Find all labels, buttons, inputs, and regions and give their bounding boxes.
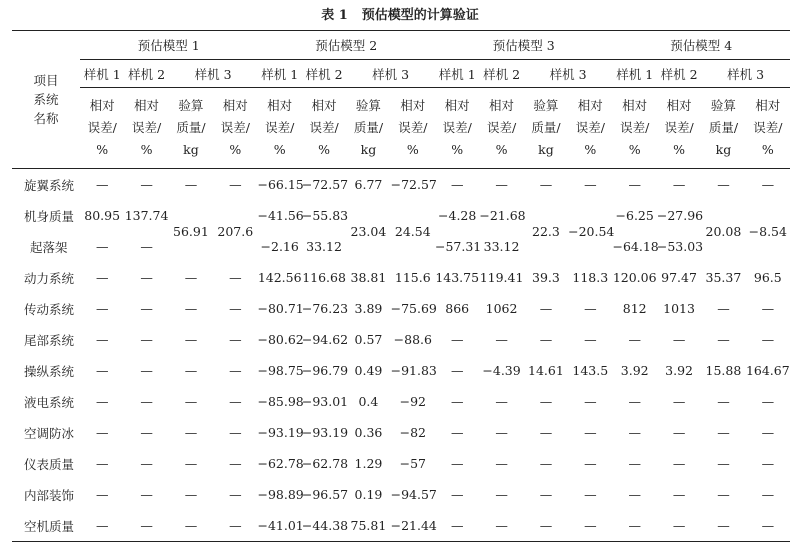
mass-header — [701, 88, 745, 169]
table-cell: −6.25 — [615, 208, 654, 223]
table-cell: — — [140, 394, 153, 409]
row-name: 空调防冰 — [24, 425, 75, 441]
table-cell: — — [450, 177, 464, 192]
table-cell: 866 — [445, 301, 470, 316]
header-line: 误差/ — [131, 120, 162, 135]
header-line: % — [673, 142, 685, 157]
header-line: 误差/ — [309, 120, 339, 135]
table-cell: — — [495, 177, 508, 192]
table-cell: 38.81 — [350, 270, 387, 285]
rel-err-header — [613, 88, 657, 169]
table-cell: — — [761, 487, 775, 502]
row-name: 仪表质量 — [24, 456, 75, 472]
header-line: 相对 — [489, 98, 515, 113]
table-cell: — — [450, 332, 464, 347]
table-cell: −21.44 — [391, 510, 435, 542]
merged-cell: −8.54 — [748, 223, 787, 239]
header-line: % — [584, 142, 597, 157]
table-cell: 3.92 — [620, 363, 649, 378]
sample-header: 样机 3 — [169, 60, 258, 88]
table-row — [12, 386, 790, 417]
table-cell: — — [628, 487, 641, 502]
table-cell: — — [717, 425, 730, 440]
table-cell: 116.68 — [302, 270, 346, 285]
header-line: 误差/ — [753, 120, 783, 135]
table-cell: — — [213, 510, 257, 542]
table-cell: −2.16 — [260, 239, 299, 254]
table-cell: — — [717, 332, 730, 347]
header-line: 验算 — [710, 98, 736, 113]
header-line: % — [273, 142, 286, 157]
sample-header: 样机 1 — [80, 60, 124, 88]
table-cell: 33.12 — [483, 239, 520, 254]
table-cell: — — [140, 332, 153, 347]
table-cell: — — [628, 456, 641, 471]
table-cell: — — [124, 510, 168, 542]
table-cell: — — [184, 425, 198, 440]
table-cell: — — [628, 332, 641, 347]
header-line: 验算 — [355, 98, 381, 113]
table-cell: — — [672, 332, 686, 347]
table-cell: −92 — [399, 394, 426, 409]
header-line: 误差/ — [398, 120, 428, 135]
table-cell: — — [672, 394, 686, 409]
header-line: 相对 — [444, 98, 470, 113]
table-cell: — — [95, 487, 109, 502]
table-cell: — — [584, 456, 597, 471]
table-cell: — — [140, 363, 153, 378]
table-cell: −62.78 — [301, 456, 349, 471]
row-name: 空机质量 — [12, 510, 80, 542]
table-cell: −64.18 — [612, 239, 659, 254]
table-cell: — — [95, 177, 109, 192]
table-cell: — — [761, 332, 775, 347]
header-line: % — [318, 142, 330, 157]
table-cell: −96.57 — [301, 487, 349, 502]
rel-err-header — [213, 88, 257, 169]
header-line: 相对 — [577, 98, 603, 113]
table-cell: — — [229, 394, 242, 409]
rel-err-header — [746, 88, 790, 169]
table-cell: — — [140, 425, 153, 440]
table-cell: — — [229, 270, 242, 285]
table-cell: — — [184, 363, 198, 378]
table-cell: — — [524, 510, 568, 542]
table-cell: — — [95, 239, 109, 254]
table-cell: −93.19 — [257, 425, 304, 440]
table-body — [12, 169, 790, 542]
table-cell: −94.62 — [301, 332, 349, 347]
table-cell: −21.68 — [479, 208, 526, 223]
row-name: 内部装饰 — [24, 487, 75, 503]
table-cell: −57 — [399, 456, 426, 471]
table-cell: −98.75 — [257, 363, 304, 378]
table-cell: −76.23 — [301, 301, 349, 316]
table-cell: — — [229, 177, 242, 192]
rel-err-header — [124, 88, 168, 169]
header-quantity-row — [12, 88, 790, 169]
table-cell: −72.57 — [301, 177, 349, 192]
table-cell: −93.19 — [301, 425, 349, 440]
table-cell: — — [95, 270, 109, 285]
table-cell: — — [184, 487, 198, 502]
table-cell: — — [169, 510, 213, 542]
item-header-line: 系统 — [33, 92, 59, 107]
merged-cell: 20.08 — [705, 223, 742, 239]
table-cell: −41.56 — [257, 208, 304, 223]
rel-err-header — [302, 88, 346, 169]
table-cell: 6.77 — [354, 177, 383, 192]
rel-err-header — [479, 88, 523, 169]
header-line: 质量/ — [353, 120, 384, 135]
table-cell: 0.49 — [354, 363, 383, 378]
header-line: 误差/ — [486, 120, 517, 135]
table-cell: — — [584, 332, 597, 347]
table-cell: — — [450, 425, 464, 440]
table-cell: — — [628, 425, 641, 440]
table-cell: 33.12 — [306, 239, 342, 254]
table-cell: 137.74 — [124, 208, 169, 223]
table-cell: −96.79 — [301, 363, 349, 378]
table-cell: −41.01 — [258, 510, 302, 542]
table-cell: −66.15 — [257, 177, 304, 192]
table-cell: — — [140, 177, 153, 192]
table-row — [12, 479, 790, 510]
table-cell: — — [717, 394, 730, 409]
table-cell: — — [672, 425, 686, 440]
table-cell: −91.83 — [390, 363, 437, 378]
table-cell: 1013 — [663, 301, 695, 316]
table-cell: — — [184, 177, 198, 192]
table-cell: — — [568, 510, 612, 542]
table-cell: −55.83 — [301, 208, 349, 223]
sample-header: 样机 3 — [701, 60, 790, 88]
model-header: 预估模型 2 — [258, 31, 436, 60]
table-cell: — — [229, 301, 242, 316]
table-cell: — — [229, 425, 242, 440]
table-cell: — — [672, 487, 686, 502]
table-cell: −72.57 — [390, 177, 437, 192]
table-cell: −98.89 — [257, 487, 304, 502]
table-cell: — — [746, 510, 790, 542]
row-name: 动力系统 — [24, 270, 75, 286]
header-line: 误差/ — [620, 120, 650, 135]
table-cell: −88.6 — [393, 332, 432, 347]
table-cell: 115.6 — [394, 270, 431, 285]
table-cell: — — [539, 332, 553, 347]
table-cell: — — [584, 425, 597, 440]
table-cell: — — [140, 270, 153, 285]
table-cell: — — [140, 487, 153, 502]
header-line: 相对 — [755, 98, 781, 113]
row-name: 机身质量 — [24, 208, 75, 224]
table-cell: 3.89 — [354, 301, 383, 316]
table-cell: — — [95, 425, 109, 440]
header-line: kg — [183, 142, 199, 157]
table-row — [12, 448, 790, 479]
table-cell: — — [539, 394, 553, 409]
header-line: 误差/ — [220, 120, 250, 135]
table-cell: — — [435, 510, 479, 542]
table-cell: −4.39 — [482, 363, 521, 378]
table-cell: — — [95, 332, 109, 347]
table-cell: — — [450, 487, 464, 502]
table-row-airframe — [12, 200, 790, 231]
table-cell: −57.31 — [435, 239, 482, 254]
table-cell: — — [495, 425, 508, 440]
merged-cell: 22.3 — [532, 223, 560, 239]
merged-cell: 56.91 — [173, 223, 209, 239]
table-cell: −80.71 — [257, 301, 304, 316]
table-cell: 120.06 — [612, 270, 657, 285]
table-cell: — — [184, 270, 198, 285]
table-cell: — — [229, 363, 242, 378]
table-cell: −93.01 — [301, 394, 349, 409]
row-name: 旋翼系统 — [24, 177, 75, 193]
table-cell: — — [761, 425, 775, 440]
table-cell: — — [584, 301, 597, 316]
table-cell: 0.19 — [354, 487, 383, 502]
table-cell: — — [184, 301, 198, 316]
header-sample-row — [12, 60, 790, 88]
row-name: 起落架 — [30, 239, 68, 255]
table-row — [12, 355, 790, 386]
row-name: 操纵系统 — [24, 363, 75, 379]
caption-number: 表 1 — [321, 8, 348, 23]
item-header-line: 名称 — [33, 111, 59, 126]
item-header — [12, 31, 80, 169]
table-cell: — — [80, 510, 124, 542]
header-line: % — [451, 142, 464, 157]
header-line: kg — [360, 142, 377, 157]
table-row — [12, 417, 790, 448]
table-cell: — — [672, 177, 686, 192]
item-header-line: 项目 — [33, 73, 59, 88]
table-cell: — — [539, 177, 553, 192]
table-cell: — — [140, 239, 153, 254]
header-line: 误差/ — [265, 120, 295, 135]
rel-err-header — [80, 88, 124, 169]
caption-title: 预估模型的计算验证 — [361, 8, 479, 23]
table-cell: — — [184, 456, 198, 471]
table-cell: −53.03 — [656, 239, 704, 254]
header-line: kg — [538, 142, 554, 157]
table-cell: — — [479, 510, 523, 542]
table-cell: — — [539, 456, 553, 471]
table-row — [12, 262, 790, 293]
sample-header: 样机 2 — [302, 60, 346, 88]
table-cell: — — [717, 177, 730, 192]
table-cell: — — [95, 301, 109, 316]
table-cell: −94.57 — [390, 487, 437, 502]
table-cell: −27.96 — [656, 208, 704, 223]
table-cell: — — [584, 177, 597, 192]
table-cell: 15.88 — [705, 363, 742, 378]
header-line: % — [96, 142, 109, 157]
table-cell: — — [495, 394, 508, 409]
table-row — [12, 169, 790, 201]
table-cell: — — [184, 394, 198, 409]
table-row — [12, 293, 790, 324]
header-line: 误差/ — [87, 120, 117, 135]
table-cell: 96.5 — [753, 270, 782, 285]
table-cell: 164.67 — [745, 363, 790, 378]
model-header: 预估模型 1 — [80, 31, 258, 60]
merged-cell: 207.6 — [217, 223, 254, 239]
table-caption — [0, 4, 800, 23]
table-cell: — — [761, 394, 775, 409]
table-cell: 143.5 — [572, 363, 609, 378]
header-line: 相对 — [222, 98, 248, 113]
table-cell: — — [761, 301, 775, 316]
header-line: % — [229, 142, 242, 157]
header-line: % — [406, 142, 419, 157]
sample-header: 样机 2 — [657, 60, 701, 88]
sample-header: 样机 2 — [124, 60, 168, 88]
header-line: 相对 — [134, 98, 160, 113]
row-name: 尾部系统 — [24, 332, 75, 348]
table-cell: — — [717, 301, 730, 316]
header-line: 质量/ — [708, 120, 739, 135]
row-name: 传动系统 — [24, 301, 75, 317]
table-cell: 0.36 — [354, 425, 383, 440]
table-row — [12, 324, 790, 355]
rel-err-header — [568, 88, 612, 169]
table-cell: 3.92 — [665, 363, 693, 378]
merged-cell: −20.54 — [568, 223, 615, 239]
sample-header: 样机 2 — [479, 60, 523, 88]
header-line: 误差/ — [442, 120, 472, 135]
table-cell: — — [657, 510, 701, 542]
rel-err-header — [391, 88, 435, 169]
model-header: 预估模型 4 — [613, 31, 791, 60]
table-cell: — — [140, 456, 153, 471]
table-cell: — — [717, 487, 730, 502]
rel-err-header — [657, 88, 701, 169]
table-cell: 143.75 — [435, 270, 480, 285]
header-line: 误差/ — [575, 120, 605, 135]
table-cell: 80.95 — [84, 208, 121, 223]
table-cell: 39.3 — [532, 270, 560, 285]
table-cell: — — [584, 394, 597, 409]
sample-header: 样机 1 — [613, 60, 657, 88]
table-cell: — — [539, 487, 553, 502]
rel-err-header — [258, 88, 302, 169]
table-cell: — — [701, 510, 745, 542]
header-line: 误差/ — [664, 120, 694, 135]
table-cell: 14.61 — [528, 363, 564, 378]
sample-header: 样机 3 — [346, 60, 435, 88]
table-cell: 0.4 — [358, 394, 379, 409]
sample-header: 样机 1 — [258, 60, 302, 88]
table-cell: — — [717, 456, 730, 471]
table-cell: — — [495, 332, 508, 347]
header-line: % — [628, 142, 641, 157]
header-line: 相对 — [267, 98, 293, 113]
table-cell: — — [539, 301, 553, 316]
header-line: 质量/ — [176, 120, 206, 135]
table-cell: 119.41 — [479, 270, 524, 285]
table-cell: — — [628, 394, 641, 409]
table-cell: −62.78 — [257, 456, 304, 471]
table-cell: — — [672, 456, 686, 471]
table-cell: — — [495, 456, 508, 471]
table-cell: — — [450, 394, 464, 409]
table-cell: — — [229, 456, 242, 471]
header-model-row — [12, 31, 790, 60]
table-cell: — — [95, 394, 109, 409]
table-row — [12, 510, 790, 542]
table-cell: 812 — [622, 301, 647, 316]
table-cell: −4.28 — [438, 208, 477, 223]
header-line: 相对 — [622, 98, 648, 113]
model-header: 预估模型 3 — [435, 31, 613, 60]
header-line: 相对 — [400, 98, 426, 113]
merged-cell: 24.54 — [394, 223, 431, 239]
row-name: 液电系统 — [24, 394, 75, 410]
table-cell: — — [495, 487, 508, 502]
table-cell: −75.69 — [390, 301, 437, 316]
header-line: 相对 — [666, 98, 692, 113]
table-cell: — — [761, 456, 775, 471]
table-cell: — — [450, 456, 464, 471]
table-cell: — — [613, 510, 657, 542]
header-line: 验算 — [178, 98, 204, 113]
table-cell: — — [229, 487, 242, 502]
header-line: % — [140, 142, 153, 157]
table-cell: 97.47 — [661, 270, 697, 285]
table-cell: 1.29 — [354, 456, 383, 471]
header-line: 相对 — [311, 98, 337, 113]
table-cell: — — [628, 177, 641, 192]
merged-cell: 23.04 — [350, 223, 387, 239]
validation-table — [12, 30, 790, 542]
table-cell: — — [584, 487, 597, 502]
rel-err-header — [435, 88, 479, 169]
table-cell: — — [140, 301, 153, 316]
table-cell: — — [184, 332, 198, 347]
table-cell: — — [539, 425, 553, 440]
mass-header — [346, 88, 390, 169]
header-line: 验算 — [533, 98, 559, 113]
table-cell: 75.81 — [346, 510, 390, 542]
mass-header — [169, 88, 213, 169]
table-cell: −82 — [399, 425, 426, 440]
header-line: 相对 — [89, 98, 115, 113]
table-cell: −44.38 — [302, 510, 346, 542]
table-cell: 35.37 — [705, 270, 742, 285]
table-cell: — — [95, 363, 109, 378]
table-cell: — — [95, 456, 109, 471]
table-cell: 1062 — [485, 301, 518, 316]
header-line: % — [761, 142, 774, 157]
sample-header: 样机 1 — [435, 60, 479, 88]
table-cell: −85.98 — [257, 394, 304, 409]
table-cell: 142.56 — [257, 270, 302, 285]
table-cell: −80.62 — [257, 332, 304, 347]
mass-header — [524, 88, 568, 169]
header-line: % — [495, 142, 508, 157]
table-cell: 118.3 — [572, 270, 609, 285]
table-cell: — — [450, 363, 464, 378]
table-cell: — — [761, 177, 775, 192]
sample-header: 样机 3 — [524, 60, 613, 88]
table-cell: 0.57 — [354, 332, 383, 347]
header-line: 质量/ — [531, 120, 561, 135]
header-line: kg — [715, 142, 732, 157]
table-cell: — — [229, 332, 242, 347]
